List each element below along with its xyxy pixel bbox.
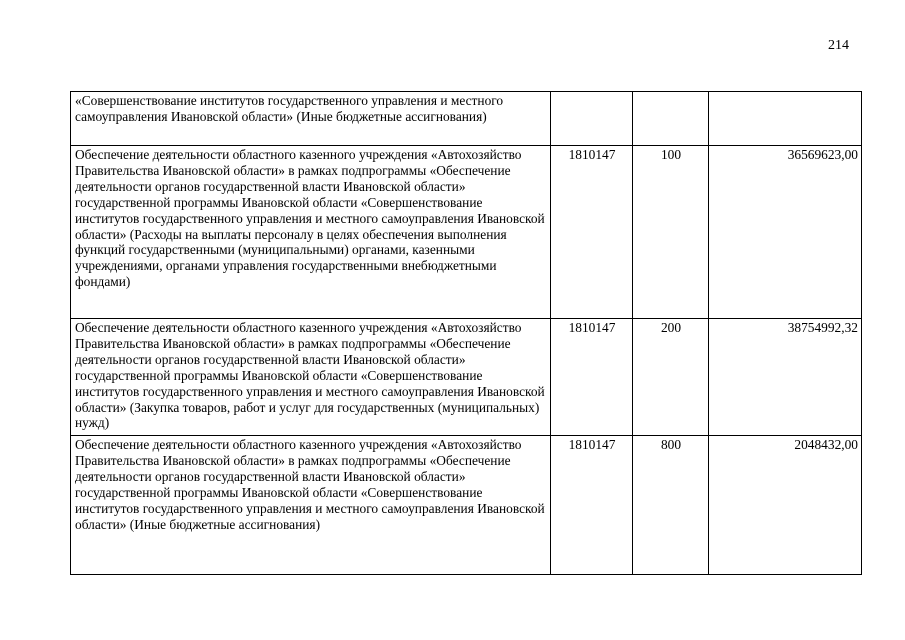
row-target-code	[551, 92, 633, 146]
row-target-code: 1810147	[551, 146, 633, 319]
row-target-code: 1810147	[551, 319, 633, 436]
table-row	[71, 436, 862, 575]
row-description: Обеспечение деятельности областного казенного учреждения «Автохозяйство Правительства Ивановской области» в рамках подпрограммы «Обеспечение деятельности органов государственной власти Ивановской области» государственной программы Ивановской области «Совершенствование институтов государственного управления и местного самоуправления Ивановской области» (Иные бюджетные ассигнования)	[71, 436, 551, 575]
row-description: Обеспечение деятельности областного казенного учреждения «Автохозяйство Правительства Ивановской области» в рамках подпрограммы «Обеспечение деятельности органов государственной власти Ивановской области» государственной программы Ивановской области «Совершенствование институтов государственного управления и местного самоуправления Ивановской области» (Расходы на выплаты персоналу в целях обеспечения выполнения функций государственными (муниципальными) органами, казенными учреждениями, органами управления государственными внебюджетными фондами)	[71, 146, 551, 319]
row-amount: 36569623,00	[709, 146, 862, 319]
page-number: 214	[828, 38, 849, 53]
row-expense-type: 100	[633, 146, 709, 319]
table-row	[71, 319, 862, 436]
table-row	[71, 92, 862, 146]
row-amount	[709, 92, 862, 146]
row-target-code: 1810147	[551, 436, 633, 575]
table-row	[71, 146, 862, 319]
row-description: Обеспечение деятельности областного казенного учреждения «Автохозяйство Правительства Ивановской области» в рамках подпрограммы «Обеспечение деятельности органов государственной власти Ивановской области» государственной программы Ивановской области «Совершенствование институтов государственного управления и местного самоуправления Ивановской области» (Закупка товаров, работ и услуг для государственных (муниципальных) нужд)	[71, 319, 551, 436]
row-amount: 2048432,00	[709, 436, 862, 575]
budget-table	[70, 91, 862, 575]
row-expense-type: 200	[633, 319, 709, 436]
row-amount: 38754992,32	[709, 319, 862, 436]
row-expense-type	[633, 92, 709, 146]
row-description: «Совершенствование институтов государственного управления и местного самоуправления Ивановской области» (Иные бюджетные ассигнования)	[71, 92, 551, 146]
row-expense-type: 800	[633, 436, 709, 575]
